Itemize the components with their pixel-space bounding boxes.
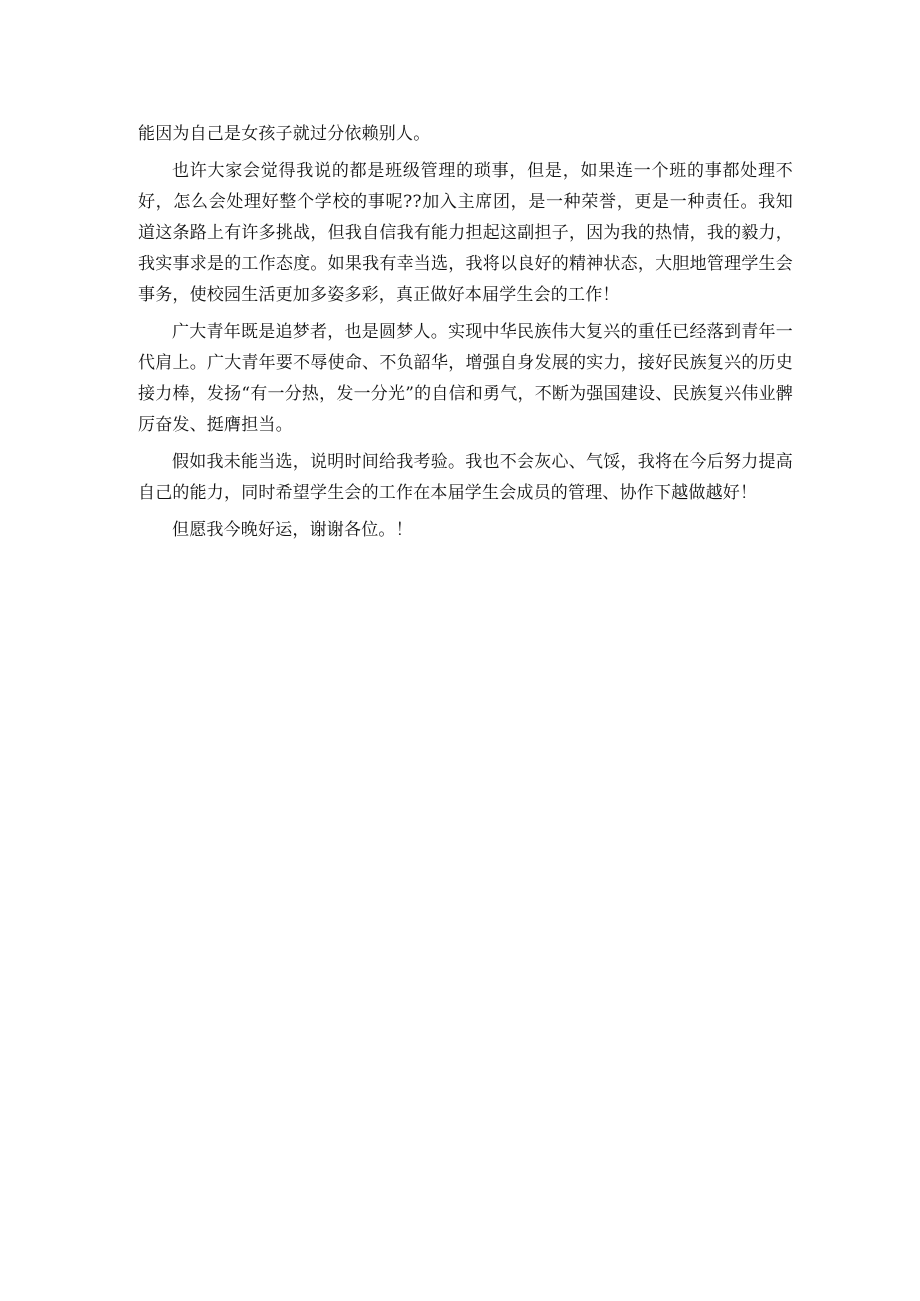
paragraph-continuation: 能因为自己是女孩子就过分依赖别人。	[138, 124, 431, 144]
paragraph-youth-dream: 广大青年既是追梦者，也是圆梦人。实现中华民族伟大复兴的重任已经落到青年一代肩上。广大青年要不辱使命、不负韶华，增强自身发展的实力，接好民族复兴的历史接力棒，发扬“有一分热，发一分光”的自信和勇气，不断为强国建设、民族复兴伟业髀厉奋发、挺膺担当。	[138, 322, 793, 435]
paragraph-if-not-elected: 假如我未能当选，说明时间给我考验。我也不会灰心、气馁，我将在今后努力提高自己的能力，同时希望学生会的工作在本届学生会成员的管理、协作下越做越好！	[138, 452, 793, 503]
paragraph-closing: 但愿我今晚好运，谢谢各位。！	[172, 520, 413, 540]
paragraph-class-management: 也许大家会觉得我说的都是班级管理的琐事，但是，如果连一个班的事都处理不好，怎么会处理好整个学校的事呢??加入主席团，是一种荣誉，更是一种责任。我知道这条路上有许多挑战，但我自信我有能力担起这副担子，因为我的热情，我的毅力，我实事求是的工作态度。如果我有幸当选，我将以良好的精神状态，大胆地管理学生会事务，使校园生活更加多姿多彩，真正做好本届学生会的工作！	[138, 161, 793, 305]
document-body	[138, 119, 793, 546]
